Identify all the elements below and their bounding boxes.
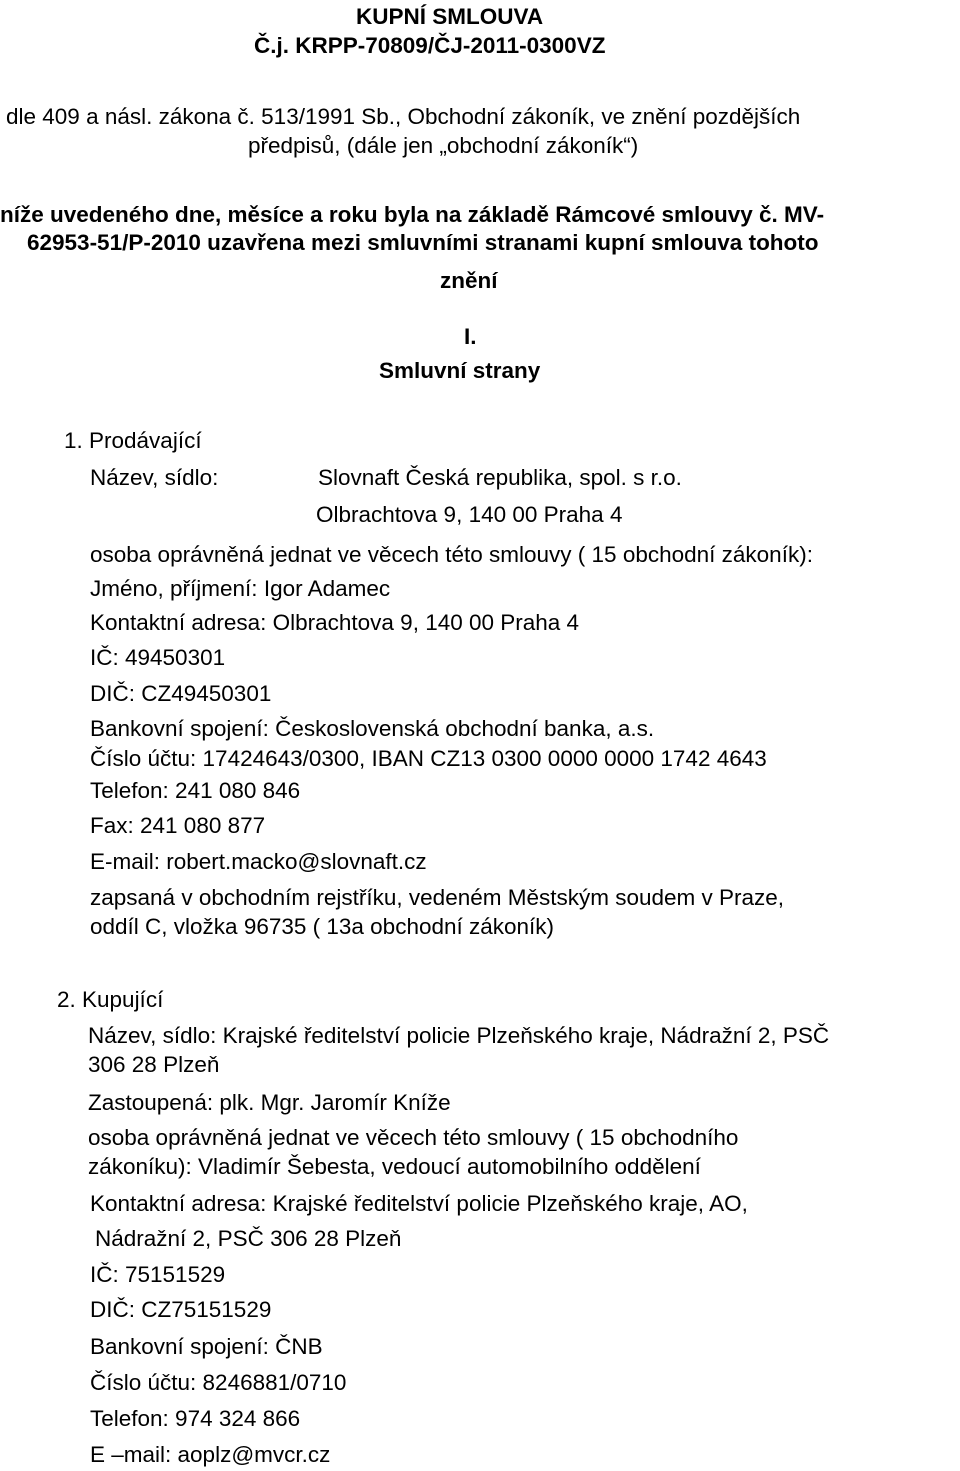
seller-register-line-1: zapsaná v obchodním rejstříku, vedeném Městským soudem v Praze,: [90, 885, 785, 910]
seller-person-name: Jméno, příjmení: Igor Adamec: [90, 576, 391, 601]
seller-email: E-mail: robert.macko@slovnaft.cz: [90, 849, 427, 874]
seller-register-line-2: oddíl C, vložka 96735 ( 13a obchodní zákoník): [90, 914, 555, 939]
buyer-heading: 2. Kupující: [57, 987, 164, 1012]
section-number: I.: [464, 324, 477, 349]
buyer-phone: Telefon: 974 324 866: [90, 1406, 301, 1431]
buyer-authorized-line-1: osoba oprávněná jednat ve věcech této smlouvy ( 15 obchodního: [88, 1125, 739, 1150]
seller-heading: 1. Prodávající: [64, 428, 202, 453]
buyer-email: E –mail: aoplz@mvcr.cz: [90, 1442, 331, 1467]
contract-intro-line-3: znění: [440, 268, 498, 293]
reference-number: Č.j. KRPP-70809/ČJ-2011-0300VZ: [254, 33, 606, 58]
buyer-name-line-2: 306 28 Plzeň: [88, 1052, 220, 1077]
seller-bank: Bankovní spojení: Československá obchodní banka, a.s.: [90, 716, 655, 741]
legal-basis-line-2: předpisů, (dále jen „obchodní zákoník“): [248, 133, 639, 158]
contract-intro-line-2: 62953-51/P-2010 uzavřena mezi smluvními stranami kupní smlouva tohoto: [27, 230, 819, 255]
section-heading: Smluvní strany: [379, 358, 541, 383]
buyer-dic: DIČ: CZ75151529: [90, 1297, 272, 1322]
contract-intro-line-1: níže uvedeného dne, měsíce a roku byla na základě Rámcové smlouvy č. MV-: [0, 202, 825, 227]
legal-basis-line-1: dle 409 a násl. zákona č. 513/1991 Sb., Obchodní zákoník, ve znění pozdějších: [6, 104, 801, 129]
seller-phone: Telefon: 241 080 846: [90, 778, 301, 803]
buyer-contact-line-2: Nádražní 2, PSČ 306 28 Plzeň: [95, 1226, 402, 1251]
buyer-authorized-line-2: zákoníku): Vladimír Šebesta, vedoucí automobilního oddělení: [88, 1154, 701, 1179]
seller-authorized-person-label: osoba oprávněná jednat ve věcech této smlouvy ( 15 obchodní zákoník):: [90, 542, 813, 567]
buyer-contact-line-1: Kontaktní adresa: Krajské ředitelství policie Plzeňského kraje, AO,: [90, 1191, 748, 1216]
seller-ic: IČ: 49450301: [90, 645, 226, 670]
seller-account: Číslo účtu: 17424643/0300, IBAN CZ13 0300 0000 0000 1742 4643: [90, 746, 767, 771]
buyer-ic: IČ: 75151529: [90, 1262, 226, 1287]
buyer-bank: Bankovní spojení: ČNB: [90, 1334, 323, 1359]
seller-dic: DIČ: CZ49450301: [90, 681, 272, 706]
seller-address: Olbrachtova 9, 140 00 Praha 4: [316, 502, 623, 527]
document-title: KUPNÍ SMLOUVA: [356, 4, 544, 29]
seller-contact-address: Kontaktní adresa: Olbrachtova 9, 140 00 Praha 4: [90, 610, 580, 635]
seller-name-value: Slovnaft Česká republika, spol. s r.o.: [318, 465, 682, 490]
seller-name-label: Název, sídlo:: [90, 465, 219, 490]
seller-fax: Fax: 241 080 877: [90, 813, 266, 838]
buyer-represented-by: Zastoupená: plk. Mgr. Jaromír Kníže: [88, 1090, 451, 1115]
buyer-name-line-1: Název, sídlo: Krajské ředitelství policie Plzeňského kraje, Nádražní 2, PSČ: [88, 1023, 830, 1048]
buyer-account: Číslo účtu: 8246881/0710: [90, 1370, 347, 1395]
